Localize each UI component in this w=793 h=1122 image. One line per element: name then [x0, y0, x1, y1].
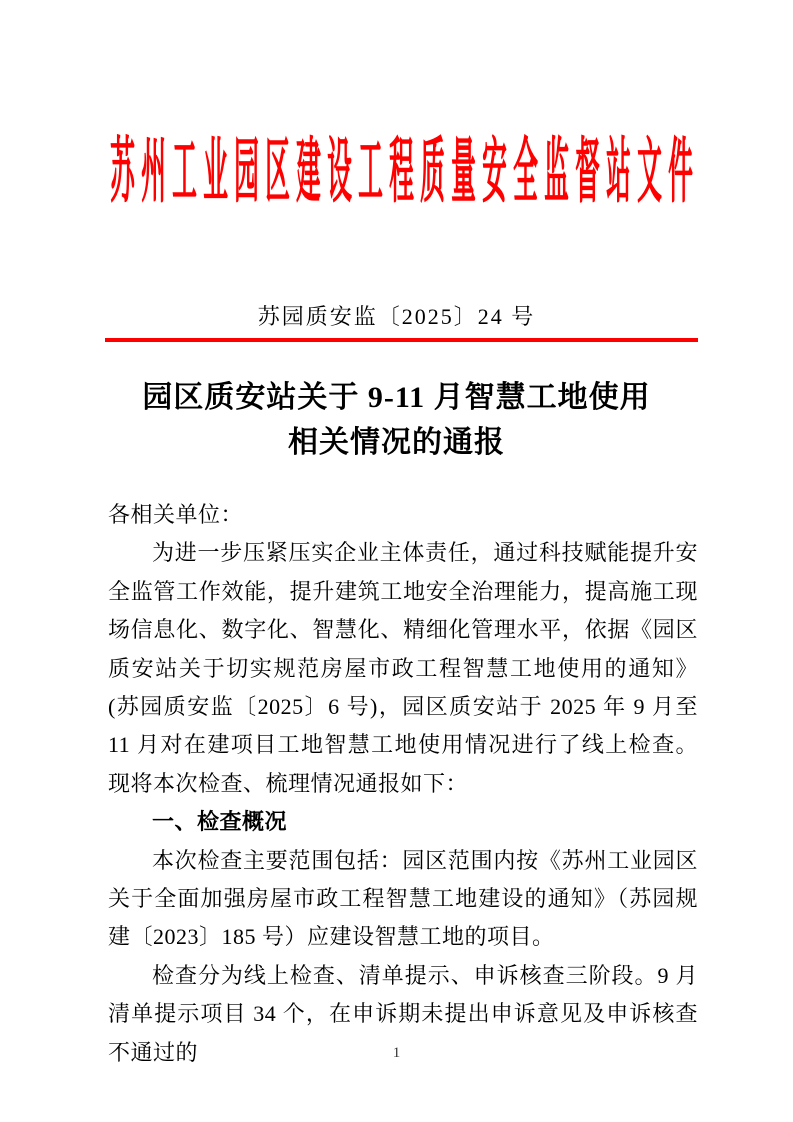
header-char: 监: [544, 131, 569, 212]
header-char: 督: [575, 131, 600, 212]
header-char: 文: [637, 131, 662, 212]
document-body: [108, 496, 698, 1072]
header-char: 区: [265, 131, 290, 212]
paragraph-scope: 本次检查主要范围包括：园区范围内按《苏州工业园区关于全面加强房屋市政工程智慧工地建设的通知》（苏园规建〔2023〕185 号）应建设智慧工地的项目。: [108, 847, 698, 950]
header-char: 安: [482, 131, 507, 212]
header-char: 工: [172, 131, 197, 212]
document-number: 苏园质安监〔2025〕24 号: [257, 304, 536, 329]
red-header-title: [107, 131, 696, 212]
header-char: 全: [513, 131, 538, 212]
red-divider-line: [105, 338, 698, 342]
header-char: 建: [296, 131, 321, 212]
salutation: 各相关单位：: [108, 502, 244, 527]
header-char: 设: [327, 131, 352, 212]
header-char: 质: [420, 131, 445, 212]
header-char: 程: [389, 131, 414, 212]
page-number: 1: [392, 1045, 401, 1061]
section-heading-1: 一、检查概况: [152, 809, 288, 835]
header-char: 州: [141, 131, 166, 212]
paragraph-stages: 检查分为线上检查、清单提示、申诉核查三阶段。9 月清单提示项目 34 个，在申诉期未提出申诉意见及申诉核查不通过的: [108, 962, 698, 1065]
header-char: 苏: [110, 131, 135, 212]
header-char: 工: [358, 131, 383, 212]
paragraph-intro: 为进一步压紧压实企业主体责任，通过科技赋能提升安全监管工作效能，提升建筑工地安全治理能力，提高施工现场信息化、数字化、智慧化、精细化管理水平，依据《园区质安站关于切实规范房屋市政工程智慧工地使用的通知》(苏园质安监〔2025〕6 号)，园区质安站于 2025 年 9 月至 11 月对在建项目工地智慧工地使用情况进行了线上检查。现将本次检查、梳理情况通报如下：: [108, 540, 698, 796]
document-title-line2: 相关情况的通报: [288, 426, 505, 459]
header-char: 园: [234, 131, 259, 212]
header-char: 件: [668, 131, 693, 212]
header-char: 站: [606, 131, 631, 212]
document-title: [0, 375, 793, 465]
header-char: 业: [203, 131, 228, 212]
document-title-line1: 园区质安站关于 9-11 月智慧工地使用: [142, 381, 651, 414]
header-char: 量: [451, 131, 476, 212]
